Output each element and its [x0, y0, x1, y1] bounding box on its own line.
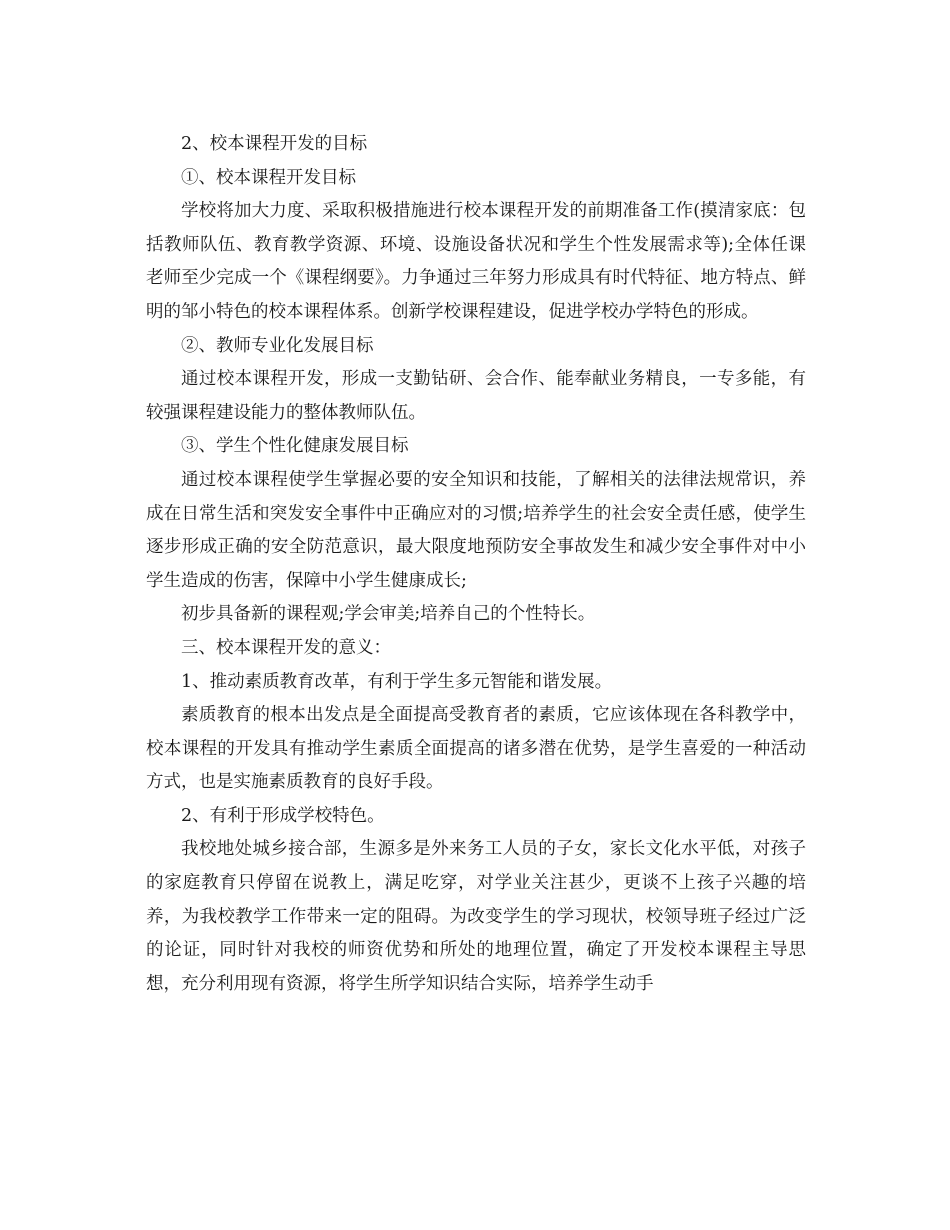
- paragraph-school-feature: 我校地处城乡接合部，生源多是外来务工人员的子女，家长文化水平低，对孩子的家庭教育只停留在说教上，满足吃穿，对学业关注甚少，更谈不上孩子兴趣的培养，为我校教学工作带来一定的阻碍。为改变学生的学习现状，校领导班子经过广泛的论证，同时针对我校的师资优势和所处的地理位置，确定了开发校本课程主导思想，充分利用现有资源，将学生所学知识结合实际，培养学生动手: [146, 839, 806, 994]
- item-heading-course-goal: ①、校本课程开发目标: [181, 167, 356, 188]
- paragraph-student-goal: 通过校本课程使学生掌握必要的安全知识和技能，了解相关的法律法规常识，养成在日常生活和突发安全事件中正确应对的习惯;培养学生的社会安全责任感，使学生逐步形成正确的安全防范意识，最大限度地预防安全事故发生和减少安全事件对中小学生造成的伤害，保障中小学生健康成长;: [146, 469, 806, 591]
- item-heading-school-feature: 2、有利于形成学校特色。: [181, 805, 385, 826]
- paragraph-student-goal-cont: 初步具备新的课程观;学会审美;培养自己的个性特长。: [181, 604, 596, 625]
- section-heading-significance: 三、校本课程开发的意义：: [181, 637, 391, 658]
- item-heading-student-goal: ③、学生个性化健康发展目标: [181, 436, 409, 457]
- subsection-heading-goals: 2、校本课程开发的目标: [181, 134, 368, 154]
- paragraph-teacher-goal: 通过校本课程开发，形成一支勤钻研、会合作、能奉献业务精良，一专多能，有较强课程建设能力的整体教师队伍。: [146, 369, 806, 423]
- paragraph-quality-education: 素质教育的根本出发点是全面提高受教育者的素质，它应该体现在各科教学中，校本课程的开发具有推动学生素质全面提高的诸多潜在优势，是学生喜爱的一种活动方式，也是实施素质教育的良好手段。: [146, 705, 806, 793]
- item-heading-teacher-goal: ②、教师专业化发展目标: [181, 335, 374, 356]
- item-heading-quality-education: 1、推动素质教育改革，有利于学生多元智能和谐发展。: [181, 671, 613, 692]
- document-body: [146, 128, 806, 1001]
- paragraph-course-goal: 学校将加大力度、采取积极措施进行校本课程开发的前期准备工作(摸清家底：包括教师队伍、教育教学资源、环境、设施设备状况和学生个性发展需求等);全体任课老师至少完成一个《课程纲要》。力争通过三年努力形成具有时代特征、地方特点、鲜明的邹小特色的校本课程体系。创新学校课程建设，促进学校办学特色的形成。: [146, 201, 806, 322]
